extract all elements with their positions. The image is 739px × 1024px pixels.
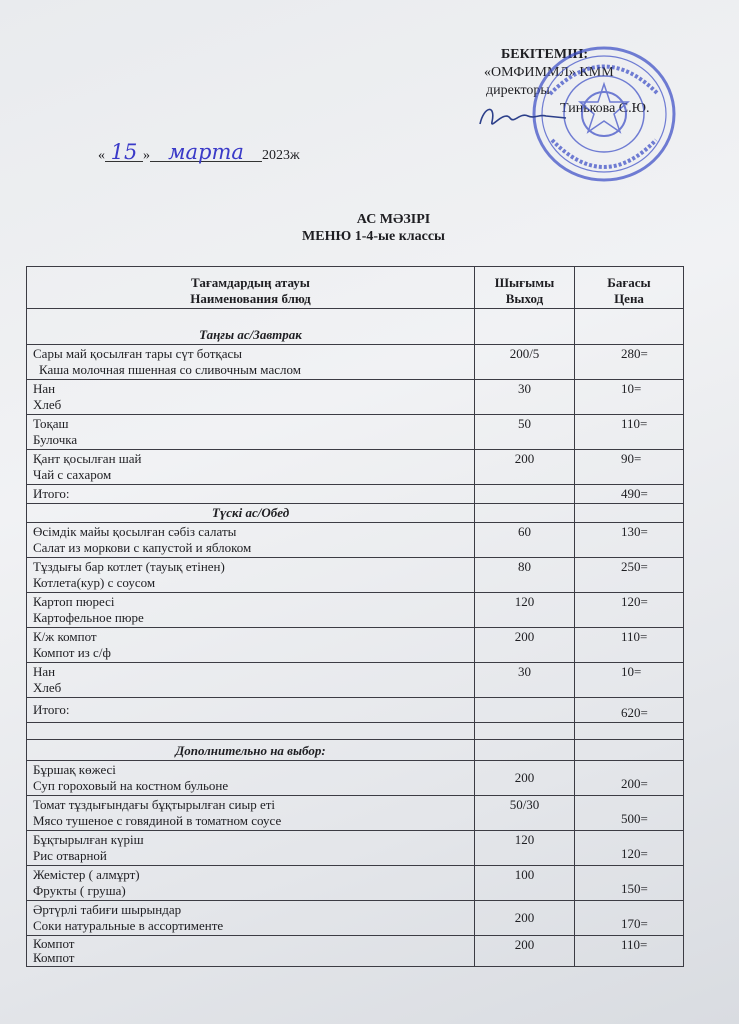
dish-price: 200=: [575, 761, 684, 796]
dish-name-ru: Салат из моркови с капустой и яблоком: [33, 540, 252, 555]
dish-name-ru: Компот: [33, 950, 75, 965]
column-header-price: [575, 267, 684, 309]
dish-output: 60: [475, 523, 575, 558]
dish-price: 110=: [575, 936, 684, 967]
dish-output: 200: [475, 450, 575, 485]
column-header-name-ru: Наименования блюд: [190, 291, 311, 306]
column-header-price-ru: Цена: [614, 291, 644, 306]
total-label: Итого:: [27, 698, 475, 723]
dish-name-kz: Қант қосылған шай: [33, 451, 142, 466]
dish-output: 120: [475, 831, 575, 866]
dish-name-ru: Хлеб: [33, 680, 62, 695]
section-breakfast-row: [27, 309, 684, 345]
spacer-row: [27, 723, 684, 740]
total-value: 620=: [575, 698, 684, 723]
dish-price: 110=: [575, 628, 684, 663]
dish-price: 10=: [575, 663, 684, 698]
dish-price: 110=: [575, 415, 684, 450]
dish-name-ru: Компот из с/ф: [33, 645, 111, 660]
section-extra-title: Дополнительно на выбор:: [27, 740, 475, 761]
dish-name-kz: Картоп пюресі: [33, 594, 115, 609]
dish-price: 170=: [575, 901, 684, 936]
column-header-output-ru: Выход: [505, 291, 544, 306]
dish-name-kz: Нан: [33, 381, 56, 396]
table-row: [27, 593, 684, 628]
dish-name-ru: Чай с сахаром: [33, 467, 112, 482]
column-header-name: [27, 267, 475, 309]
menu-title-kz: АС МӘЗІРІ: [356, 212, 431, 227]
table-row: [27, 415, 684, 450]
dish-name-kz: Нан: [33, 664, 56, 679]
lunch-total-row: [27, 698, 684, 723]
dish-name-ru: Каша молочная пшенная со сливочным маслом: [39, 362, 301, 377]
dish-name-kz: Өсімдік майы қосылған сәбіз салаты: [33, 524, 237, 539]
dish-output: 30: [475, 380, 575, 415]
dish-output: 80: [475, 558, 575, 593]
dish-name-kz: Бұршақ көжесі: [33, 762, 116, 777]
dish-price: 130=: [575, 523, 684, 558]
dish-output: 200: [475, 761, 575, 796]
table-row: [27, 523, 684, 558]
dish-output: 200/5: [475, 345, 575, 380]
column-header-output-kz: Шығымы: [494, 275, 555, 290]
dish-name-ru: Соки натуральные в ассортименте: [33, 918, 224, 933]
table-row: [27, 663, 684, 698]
dish-price: 120=: [575, 593, 684, 628]
section-lunch-title: Түскі ас/Обед: [27, 504, 475, 523]
dish-output: 100: [475, 866, 575, 901]
dish-name-kz: К/ж компот: [33, 629, 97, 644]
approval-organization: «ОМФИММЛ» КММ: [484, 65, 614, 80]
approval-position: директоры: [486, 83, 550, 98]
table-row: [27, 761, 684, 796]
table-row: [27, 558, 684, 593]
column-header-price-kz: Бағасы: [607, 275, 651, 290]
table-header-row: [27, 267, 684, 309]
dish-name-kz: Сары май қосылған тары сүт ботқасы: [33, 346, 242, 361]
dish-name-kz: Томат тұздығындағы бұқтырылған сиыр еті: [33, 797, 276, 812]
dish-output: 50/30: [475, 796, 575, 831]
column-header-output: [475, 267, 575, 309]
total-value: 490=: [575, 485, 684, 504]
dish-price: 120=: [575, 831, 684, 866]
date-month: марта: [150, 143, 262, 162]
dish-name-kz: Бұқтырылған күріш: [33, 832, 144, 847]
dish-name-kz: Компот: [33, 936, 75, 951]
dish-output: 200: [475, 901, 575, 936]
dish-price: 150=: [575, 866, 684, 901]
table-row: [27, 866, 684, 901]
column-header-name-kz: Тағамдардың атауы: [191, 275, 310, 290]
dish-name-ru: Котлета(кур) с соусом: [33, 575, 156, 590]
table-row: [27, 380, 684, 415]
dish-name-kz: Тоқаш: [33, 416, 69, 431]
dish-output: 50: [475, 415, 575, 450]
dish-output: 200: [475, 936, 575, 967]
dish-name-ru: Суп гороховый на костном бульоне: [33, 778, 229, 793]
total-label: Итого:: [27, 485, 475, 504]
table-row: [27, 345, 684, 380]
dish-name-kz: Тұздығы бар котлет (тауық етінен): [33, 559, 225, 574]
dish-name-ru: Булочка: [33, 432, 78, 447]
approval-heading: БЕКІТЕМІН:: [501, 47, 589, 62]
section-breakfast-title: Таңғы ас/Завтрак: [27, 309, 475, 345]
breakfast-total-row: [27, 485, 684, 504]
dish-name-kz: Әртүрлі табиғи шырындар: [33, 902, 182, 917]
date-line: « 15 » марта 2023ж: [98, 140, 300, 164]
director-signature-icon: [474, 100, 570, 136]
dish-price: 500=: [575, 796, 684, 831]
section-lunch-row: [27, 504, 684, 523]
dish-name-ru: Мясо тушеное с говядиной в томатном соусе: [33, 813, 282, 828]
menu-title-ru: МЕНЮ 1-4-ые классы: [302, 229, 445, 244]
dish-price: 90=: [575, 450, 684, 485]
section-extra-row: [27, 740, 684, 761]
dish-name-ru: Рис отварной: [33, 848, 107, 863]
dish-price: 280=: [575, 345, 684, 380]
dish-price: 250=: [575, 558, 684, 593]
dish-output: 200: [475, 628, 575, 663]
date-day: 15: [105, 143, 143, 162]
dish-output: 30: [475, 663, 575, 698]
menu-title: [0, 211, 739, 245]
table-row: [27, 936, 684, 967]
dish-name-ru: Хлеб: [33, 397, 62, 412]
table-row: [27, 831, 684, 866]
approval-director-name: Тинькова С.Ю.: [560, 101, 650, 116]
dish-name-kz: Жемістер ( алмұрт): [33, 867, 140, 882]
table-row: [27, 901, 684, 936]
table-row: [27, 796, 684, 831]
table-row: [27, 450, 684, 485]
dish-output: 120: [475, 593, 575, 628]
date-year: 2023ж: [262, 148, 300, 163]
table-row: [27, 628, 684, 663]
dish-price: 10=: [575, 380, 684, 415]
menu-table: [26, 266, 684, 967]
dish-name-ru: Фрукты ( груша): [33, 883, 126, 898]
dish-name-ru: Картофельное пюре: [33, 610, 144, 625]
